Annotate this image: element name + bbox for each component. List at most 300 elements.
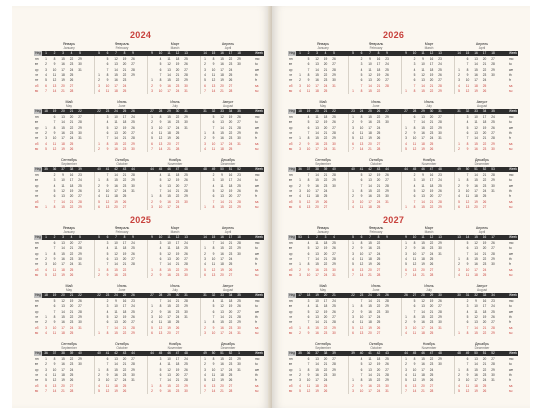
day-number: 15 [315,325,319,330]
week-number: 21 [323,109,328,113]
day-number: 2 [458,72,460,77]
week-number: 4 [70,235,73,239]
day-number: 7 [405,272,407,277]
day-number: 6 [151,141,153,146]
week-number: 37 [315,351,319,355]
day-number: 15 [114,367,118,372]
day-number: 22 [228,57,233,61]
day-number: 1 [204,320,206,325]
day-number: 13 [61,115,65,119]
week-number: 27 [150,109,154,113]
day-number: 29 [438,88,442,93]
day-number: 3 [45,136,47,141]
day-number: 6 [466,320,469,325]
day-number: 20 [61,383,65,388]
day-number: 18 [175,173,180,177]
day-number: 11 [211,372,216,377]
day-number: 4 [299,88,301,93]
weekday-label: чт [35,130,39,135]
day-number: 19 [122,57,127,61]
day-number: 29 [385,115,389,119]
day-number: 2 [45,62,47,67]
day-number: 12 [61,299,65,303]
day-number: 1 [299,136,301,141]
week-number: 1 [299,51,301,55]
day-number: 28 [491,62,495,67]
day-number: 16 [167,309,171,314]
day-number: 2 [413,57,416,61]
day-number: 18 [114,383,118,388]
week-number: 35 [44,167,48,171]
day-number: 14 [315,130,319,135]
day-number: 3 [466,115,469,119]
day-number: 27 [69,83,74,88]
month-heading [208,100,248,109]
day-number: 17 [220,67,224,72]
day-number: 4 [466,309,469,314]
day-number: 17 [122,304,127,309]
day-number: 23 [175,388,180,393]
day-number: 15 [61,125,65,130]
day-number: 5 [466,241,469,245]
month-name-ru: Июнь [117,100,127,104]
week-number: 51 [474,167,478,171]
weekday-label: пт [289,194,293,199]
day-number: 25 [69,330,74,335]
day-number: 24 [438,62,442,67]
day-number: 23 [175,309,180,314]
day-number: 19 [376,72,381,77]
day-number: 15 [315,136,319,141]
month-name-ru: Май [319,284,327,288]
month-name-ru: Июнь [117,284,127,288]
day-number: 1 [151,194,153,199]
month-name-ru: Декабрь [474,158,489,162]
day-number: 20 [376,78,381,83]
day-number: 16 [61,62,65,67]
month-divider [94,298,95,336]
week-number: 50 [211,351,216,355]
week-header-row [288,351,518,356]
day-number: 22 [228,320,233,325]
week-number: 32 [211,109,216,113]
day-number: 13 [158,141,163,146]
day-number: 20 [482,357,487,361]
day-number: 7 [360,372,363,377]
day-number: 26 [131,57,135,61]
month-name-ru: Июль [170,100,180,104]
day-number: 27 [491,357,495,361]
day-number: 16 [368,120,372,125]
day-number: 26 [438,72,442,77]
day-number: 10 [114,304,118,309]
week-number: 23 [359,293,364,297]
day-number: 20 [175,183,180,188]
weekday-label: сб [35,325,39,330]
day-number: 15 [315,178,319,183]
day-number: 17 [220,256,224,261]
day-number: 25 [184,246,188,251]
day-number: 28 [184,188,188,193]
weekday-label-en: fr [255,194,257,199]
month-heading [102,100,142,109]
day-number: 3 [159,357,162,361]
day-number: 5 [159,251,162,256]
day-number: 8 [106,367,109,372]
month-name-ru: Январь [316,226,330,230]
day-number: 15 [421,314,425,319]
day-number: 17 [323,299,328,303]
month-heading [155,284,195,293]
day-number: 9 [307,267,310,272]
day-number: 30 [78,62,82,67]
day-number: 2 [405,362,407,367]
day-number: 5 [159,178,162,183]
day-number: 13 [421,304,425,309]
day-number: 25 [429,256,434,261]
day-number: 18 [175,57,180,61]
week-number: 4 [324,51,327,55]
day-number: 29 [491,141,495,146]
day-number: 7 [159,72,162,77]
month-name-ru: Апрель [221,42,235,46]
day-number: 11 [220,299,224,303]
day-number: 1 [405,204,407,209]
week-number: 2 [307,51,310,55]
day-number: 12 [167,251,171,256]
weekday-label-en: tu [255,362,258,367]
week-label: Нед [35,351,41,355]
day-number: 9 [159,120,162,125]
day-number: 7 [466,362,469,367]
week-number: 17 [228,51,233,55]
day-number: 4 [98,194,100,199]
day-number: 7 [212,241,215,245]
day-number: 21 [69,246,74,251]
day-number: 26 [332,120,336,125]
day-number: 25 [69,372,74,377]
weekday-label-en: sa [255,199,259,204]
day-number: 7 [151,146,153,151]
day-number: 8 [159,267,162,272]
day-number: 27 [376,330,381,335]
week-number: 48 [203,167,207,171]
month-divider [401,56,402,94]
day-number: 28 [491,136,495,141]
week-number: 32 [465,109,470,113]
day-number: 28 [69,388,74,393]
day-number: 14 [368,299,372,303]
day-number: 19 [228,304,233,309]
day-number: 23 [429,246,434,251]
week-label-en: Week [508,109,518,113]
day-number: 29 [332,72,336,77]
day-number: 1 [405,125,407,130]
week-number: 9 [132,235,134,239]
weekday-label: чт [289,372,293,377]
day-number: 10 [105,188,110,193]
month-heading [409,226,449,235]
week-number: 30 [438,293,442,297]
day-number: 20 [323,357,328,361]
day-number: 23 [69,130,74,135]
week-header-row [34,351,264,356]
month-divider [454,356,455,394]
day-number: 11 [211,72,216,77]
day-number: 12 [412,378,417,383]
day-number: 20 [122,256,127,261]
day-number: 16 [368,194,372,199]
weekday-label: сб [289,267,293,272]
day-number: 1 [151,115,153,119]
day-number: 20 [61,83,65,88]
day-number: 29 [438,357,442,361]
day-number: 17 [220,141,224,146]
day-number: 13 [474,57,478,61]
week-number: 12 [175,235,180,239]
weekday-label-en: we [255,183,260,188]
day-number: 11 [359,130,364,135]
day-number: 20 [421,383,425,388]
day-number: 5 [458,199,460,204]
weekday-label-en: fr [509,78,511,83]
week-number: 41 [359,167,364,171]
day-number: 24 [228,330,233,335]
day-number: 5 [159,62,162,67]
day-number: 12 [359,262,364,267]
month-name-ru: Декабрь [220,342,235,346]
day-number: 11 [52,330,57,335]
day-number: 12 [114,125,118,130]
day-number: 15 [167,194,171,199]
day-number: 16 [220,251,224,256]
month-name-en: May [319,288,327,293]
day-number: 3 [45,367,47,372]
day-number: 8 [106,330,109,335]
day-number: 31 [184,88,188,93]
day-number: 26 [69,146,74,151]
day-number: 10 [114,115,118,119]
weekday-label: пн [289,115,293,119]
day-number: 21 [323,130,328,135]
day-number: 20 [220,272,224,277]
weekday-label: ср [35,125,39,130]
day-number: 6 [352,141,354,146]
day-number: 7 [466,251,469,256]
day-number: 11 [465,83,470,88]
day-number: 25 [376,256,381,261]
month-name-en: March [170,46,180,51]
week-number: 37 [52,351,57,355]
day-number: 17 [474,188,478,193]
day-number: 12 [52,378,57,383]
day-number: 15 [315,367,319,372]
week-number: 31 [465,293,470,297]
day-number: 10 [412,367,417,372]
day-number: 18 [175,246,180,251]
day-number: 11 [359,204,364,209]
day-number: 10 [359,388,364,393]
day-number: 15 [114,330,118,335]
day-number: 22 [228,204,233,209]
day-number: 19 [228,115,233,119]
day-number: 13 [220,309,224,314]
day-number: 19 [122,125,127,130]
day-number: 2 [299,330,301,335]
day-number: 21 [220,388,224,393]
day-number: 5 [307,120,310,125]
day-number: 18 [474,272,478,277]
day-number: 24 [78,178,82,183]
day-number: 11 [167,57,171,61]
weekday-label: вт [35,304,39,309]
day-number: 26 [491,125,495,130]
day-number: 26 [175,136,180,141]
day-number: 24 [323,188,328,193]
day-number: 14 [412,272,417,277]
day-number: 14 [421,199,425,204]
day-number: 4 [458,383,460,388]
day-number: 16 [114,372,118,377]
weekday-label-en: th [255,256,258,261]
weekday-label: вс [289,88,293,93]
day-number: 30 [438,362,442,367]
day-number: 27 [332,125,336,130]
day-number: 19 [315,199,319,204]
day-number: 29 [237,357,241,361]
day-number: 12 [421,188,425,193]
weekday-label: сб [35,199,39,204]
day-number: 4 [106,246,109,251]
day-number: 17 [175,241,180,245]
day-number: 22 [429,125,434,130]
day-number: 28 [78,199,82,204]
day-number: 31 [78,67,82,72]
month-name-en: March [170,230,180,235]
day-number: 23 [323,183,328,188]
day-number: 21 [167,146,171,151]
day-number: 29 [491,67,495,72]
day-number: 29 [184,304,188,309]
week-number: 13 [438,51,442,55]
month-heading [102,42,142,51]
day-number: 14 [474,136,478,141]
day-number: 25 [237,183,241,188]
day-number: 6 [106,256,109,261]
week-number: 14 [465,235,470,239]
day-number: 25 [228,372,233,377]
week-number: 9 [132,51,134,55]
day-number: 4 [212,183,215,188]
weekday-label: сб [35,83,39,88]
day-number: 9 [422,57,424,61]
day-number: 26 [184,178,188,183]
day-number: 11 [315,304,319,309]
weekday-label-en: mo [509,57,514,61]
day-number: 5 [360,362,363,367]
weekday-label-en: mo [509,357,514,361]
day-number: 6 [53,115,56,119]
day-number: 16 [474,146,478,151]
day-number: 6 [212,120,215,125]
day-number: 24 [131,304,135,309]
day-number: 21 [175,299,180,303]
day-number: 7 [212,199,215,204]
day-number: 11 [412,330,417,335]
day-number: 22 [323,325,328,330]
day-number: 24 [482,78,487,83]
day-number: 8 [360,378,363,383]
week-label-en: Week [254,235,264,239]
day-number: 4 [159,246,162,251]
month-name-ru: Июль [424,284,434,288]
month-heading [409,42,449,51]
week-number: 38 [61,351,65,355]
week-number: 42 [114,167,118,171]
day-number: 2 [45,320,47,325]
day-number: 17 [429,62,434,67]
day-number: 27 [78,304,82,309]
week-number: 41 [105,351,110,355]
week-number: 31 [203,293,207,297]
day-number: 5 [352,136,354,141]
day-number: 9 [413,130,416,135]
day-number: 1 [98,330,100,335]
day-number: 6 [413,115,416,119]
day-number: 31 [78,136,82,141]
month-divider [401,240,402,278]
day-number: 4 [405,256,407,261]
week-label-en: Week [508,235,518,239]
day-number: 7 [159,378,162,383]
day-number: 13 [114,357,118,361]
day-number: 9 [53,362,56,367]
day-number: 9 [307,141,310,146]
week-number: 31 [184,293,188,297]
day-number: 30 [438,130,442,135]
day-number: 9 [413,362,416,367]
day-number: 13 [52,383,57,388]
week-header-row [288,51,518,56]
day-number: 29 [491,330,495,335]
month-name-en: December [220,162,236,167]
day-number: 30 [78,362,82,367]
day-number: 1 [458,141,460,146]
weekday-label: пн [289,173,293,177]
day-number: 18 [315,88,319,93]
month-name-en: September [315,162,331,167]
weekday-label-en: su [509,388,513,393]
day-number: 22 [69,314,74,319]
day-number: 18 [228,299,233,303]
month-heading [303,284,343,293]
day-number: 20 [315,204,319,209]
day-number: 24 [184,241,188,245]
day-number: 12 [315,309,319,314]
month-name-ru: Январь [316,42,330,46]
day-number: 11 [114,120,118,125]
weekday-label-en: fr [509,136,511,141]
week-number: 22 [351,293,355,297]
day-number: 24 [376,199,381,204]
day-number: 14 [61,120,65,125]
week-number: 18 [44,293,48,297]
day-number: 30 [237,136,241,141]
month-name-ru: Октябрь [369,158,383,162]
day-number: 9 [159,272,162,277]
month-divider [200,356,201,394]
day-number: 12 [105,199,110,204]
